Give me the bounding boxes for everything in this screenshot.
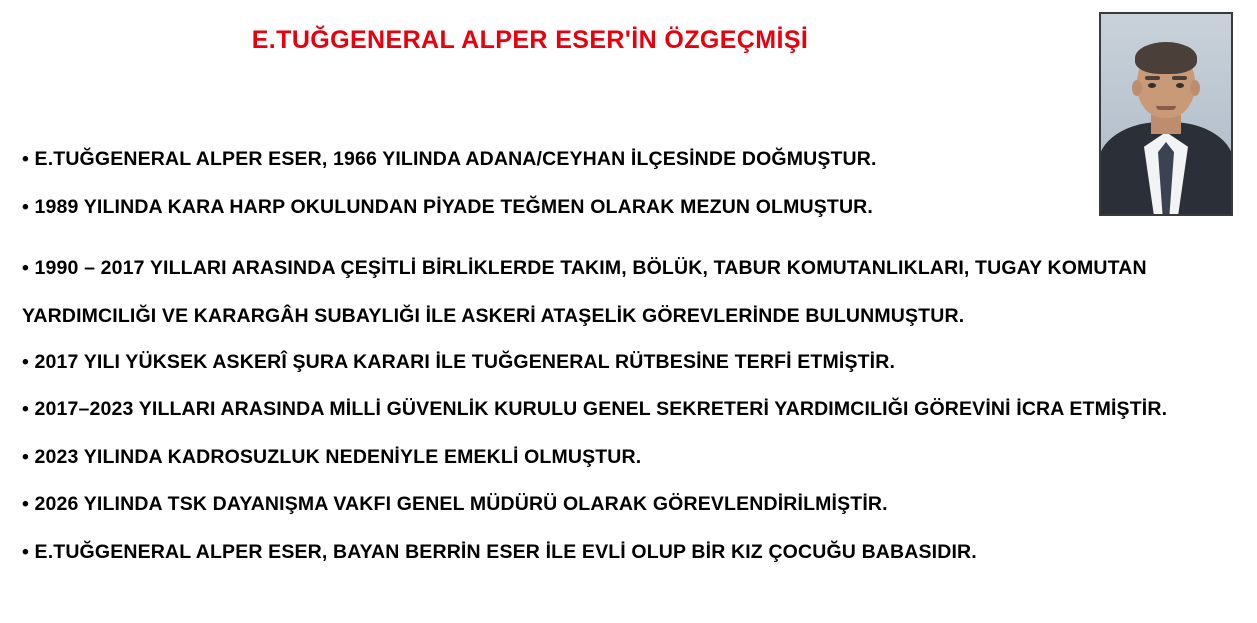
portrait-ear-left [1132,80,1142,96]
list-item: • E.TUĞGENERAL ALPER ESER, BAYAN BERRİN ESER İLE EVLİ OLUP BİR KIZ ÇOCUĞU BABASIDIR. [22,540,977,563]
portrait-eye-left [1148,83,1156,88]
list-item: • 1989 YILINDA KARA HARP OKULUNDAN PİYADE TEĞMEN OLARAK MEZUN OLMUŞTUR. [22,195,873,218]
portrait-brow-right [1172,76,1187,80]
list-item: • 2017–2023 YILLARI ARASINDA MİLLİ GÜVENLİK KURULU GENEL SEKRETERİ YARDIMCILIĞI GÖREVİNİ İCRA ETMİŞTİR. [22,398,1168,421]
portrait-hair [1135,42,1197,74]
portrait-eye-right [1176,83,1184,88]
list-item: • E.TUĞGENERAL ALPER ESER, 1966 YILINDA ADANA/CEYHAN İLÇESİNDE DOĞMUŞTUR. [22,148,877,170]
list-item: • 2023 YILINDA KADROSUZLUK NEDENİYLE EMEKLİ OLMUŞTUR. [22,445,642,468]
page-title: E.TUĞGENERAL ALPER ESER'İN ÖZGEÇMİŞİ [251,26,809,54]
list-item: • 2017 YILI YÜKSEK ASKERÎ ŞURA KARARI İLE TUĞGENERAL RÜTBESİNE TERFİ ETMİŞTİR. [22,350,896,373]
list-item: • 1990 – 2017 YILLARI ARASINDA ÇEŞİTLİ BİRLİKLERDE TAKIM, BÖLÜK, TABUR KOMUTANLIKLARI, TUGAY KOMUTAN YARDIMCILIĞI VE KARARGÂH SUBAYLIĞI İLE ASKERİ ATAŞELİK GÖREVLERİNDE BULUNMUŞTUR. [22,257,1147,327]
biography-list [22,150,1237,590]
portrait-mouth [1156,106,1176,110]
list-item: • 2026 YILINDA TSK DAYANIŞMA VAKFI GENEL MÜDÜRÜ OLARAK GÖREVLENDİRİLMİŞTİR. [22,493,888,516]
portrait-brow-left [1145,76,1160,80]
portrait-ear-right [1190,80,1200,96]
